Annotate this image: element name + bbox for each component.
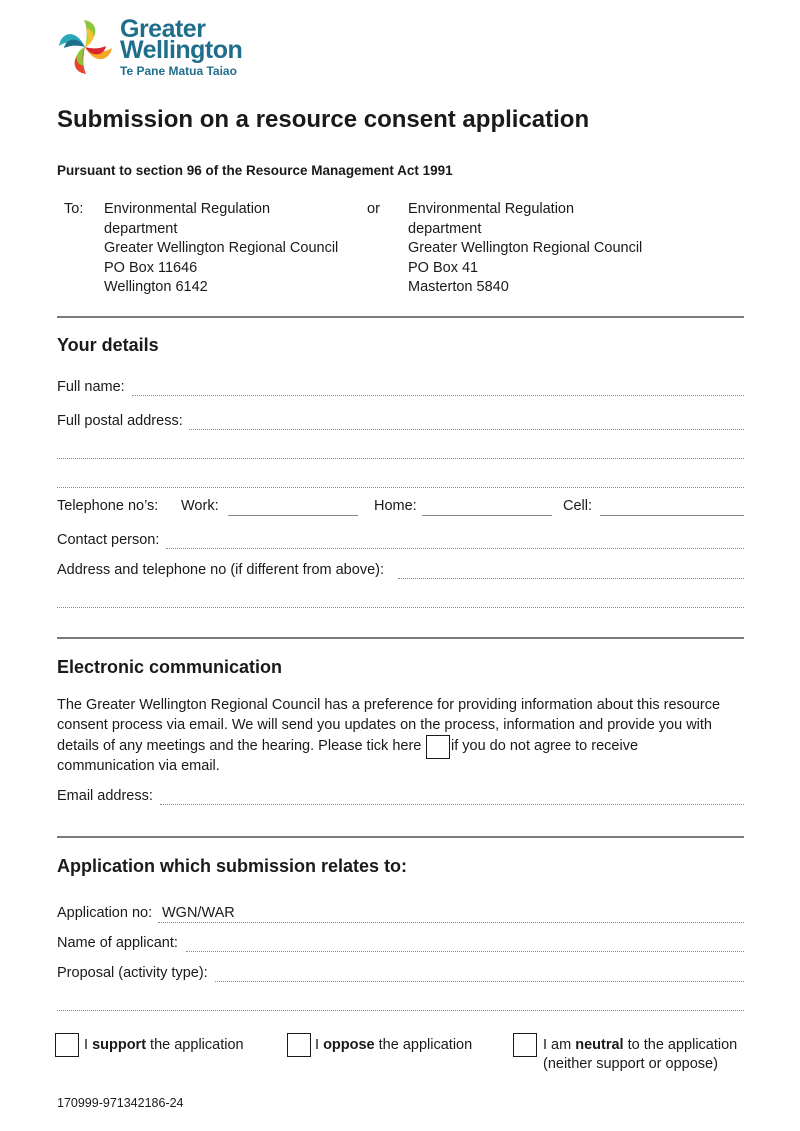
no-email-checkbox[interactable] xyxy=(426,735,450,759)
cell-phone-field[interactable] xyxy=(600,515,744,516)
neutral-label-line2: (neither support or oppose) xyxy=(543,1056,718,1072)
support-label-bold: support xyxy=(92,1037,147,1053)
address-right xyxy=(408,200,642,298)
neutral-label-bold: neutral xyxy=(575,1037,624,1053)
contact-person-label: Contact person: xyxy=(57,532,160,548)
applicant-name-label: Name of applicant: xyxy=(57,935,178,951)
electronic-text-line4: communication via email. xyxy=(57,758,220,774)
address-left-line: PO Box 11646 xyxy=(104,259,198,276)
greater-wellington-logo-icon xyxy=(56,18,114,76)
address-left xyxy=(104,200,338,298)
proposal-field-line2[interactable] xyxy=(57,1010,744,1011)
page-title: Submission on a resource consent application xyxy=(57,106,590,133)
home-phone-field[interactable] xyxy=(422,515,552,516)
application-no-value: WGN/WAR xyxy=(162,905,235,921)
neutral-label-post: to the application xyxy=(623,1037,738,1053)
address-right-line: Greater Wellington Regional Council xyxy=(408,240,643,256)
alt-address-label: Address and telephone no (if different from above): xyxy=(57,562,384,578)
oppose-label xyxy=(315,1036,472,1056)
oppose-checkbox[interactable] xyxy=(287,1033,311,1057)
address-right-line: PO Box 41 xyxy=(408,259,479,276)
alt-address-field[interactable] xyxy=(398,578,744,579)
postal-address-field[interactable] xyxy=(189,429,744,430)
support-label-pre: I xyxy=(84,1037,93,1053)
email-address-field[interactable] xyxy=(160,804,744,805)
telephone-label: Telephone no’s: xyxy=(57,498,159,514)
address-left-line: department xyxy=(104,220,178,237)
cell-phone-label: Cell: xyxy=(563,498,593,514)
oppose-label-post: the application xyxy=(374,1037,473,1053)
electronic-text-line1: The Greater Wellington Regional Council has a preference for providing information about this resource xyxy=(57,697,721,713)
address-right-line: Environmental Regulation xyxy=(408,201,575,217)
application-no-field[interactable] xyxy=(158,922,744,923)
home-phone-label: Home: xyxy=(374,498,417,514)
address-right-line: Masterton 5840 xyxy=(408,279,509,295)
logo-text-line2: Wellington xyxy=(120,36,243,64)
address-right-line: department xyxy=(408,220,482,237)
work-phone-label: Work: xyxy=(181,498,219,514)
postal-address-field-line2[interactable] xyxy=(57,458,744,459)
postal-address-label: Full postal address: xyxy=(57,413,183,429)
proposal-field[interactable] xyxy=(215,981,744,982)
electronic-text-line2: consent process via email. We will send you updates on the process, information and provide you with xyxy=(57,717,712,733)
neutral-checkbox[interactable] xyxy=(513,1033,537,1057)
address-left-line: Environmental Regulation xyxy=(104,201,271,217)
full-name-field[interactable] xyxy=(132,395,744,396)
address-left-line: Wellington 6142 xyxy=(104,279,208,295)
document-code: 170999-971342186-24 xyxy=(57,1096,184,1110)
contact-person-field[interactable] xyxy=(166,548,744,549)
alt-address-field-line2[interactable] xyxy=(57,607,744,608)
work-phone-field[interactable] xyxy=(228,515,358,516)
logo-text-line1: Greater xyxy=(120,15,206,43)
neutral-label-pre: I am xyxy=(543,1037,576,1053)
electronic-text-line3b: if you do not agree to receive xyxy=(451,738,639,754)
neutral-label xyxy=(543,1036,737,1056)
page-subtitle: Pursuant to section 96 of the Resource Management Act 1991 xyxy=(57,163,453,178)
or-label: or xyxy=(367,201,380,217)
electronic-text-line3a: details of any meetings and the hearing. Please tick here xyxy=(57,738,422,754)
support-label-post: the application xyxy=(146,1037,244,1053)
section-divider xyxy=(57,637,744,639)
address-left-line: Greater Wellington Regional Council xyxy=(104,240,339,256)
full-name-label: Full name: xyxy=(57,379,125,395)
electronic-communication-heading: Electronic communication xyxy=(57,657,283,677)
section-divider xyxy=(57,836,744,838)
application-heading: Application which submission relates to: xyxy=(57,856,408,876)
section-divider xyxy=(57,316,744,318)
application-no-label: Application no: xyxy=(57,905,153,921)
oppose-label-pre: I xyxy=(315,1037,324,1053)
support-checkbox[interactable] xyxy=(55,1033,79,1057)
proposal-label: Proposal (activity type): xyxy=(57,965,208,981)
to-label: To: xyxy=(64,201,84,217)
email-address-label: Email address: xyxy=(57,788,153,804)
postal-address-field-line3[interactable] xyxy=(57,487,744,488)
applicant-name-field[interactable] xyxy=(186,951,744,952)
oppose-label-bold: oppose xyxy=(323,1037,375,1053)
logo-text-line3: Te Pane Matua Taiao xyxy=(120,64,237,78)
your-details-heading: Your details xyxy=(57,335,159,355)
support-label xyxy=(84,1036,244,1056)
